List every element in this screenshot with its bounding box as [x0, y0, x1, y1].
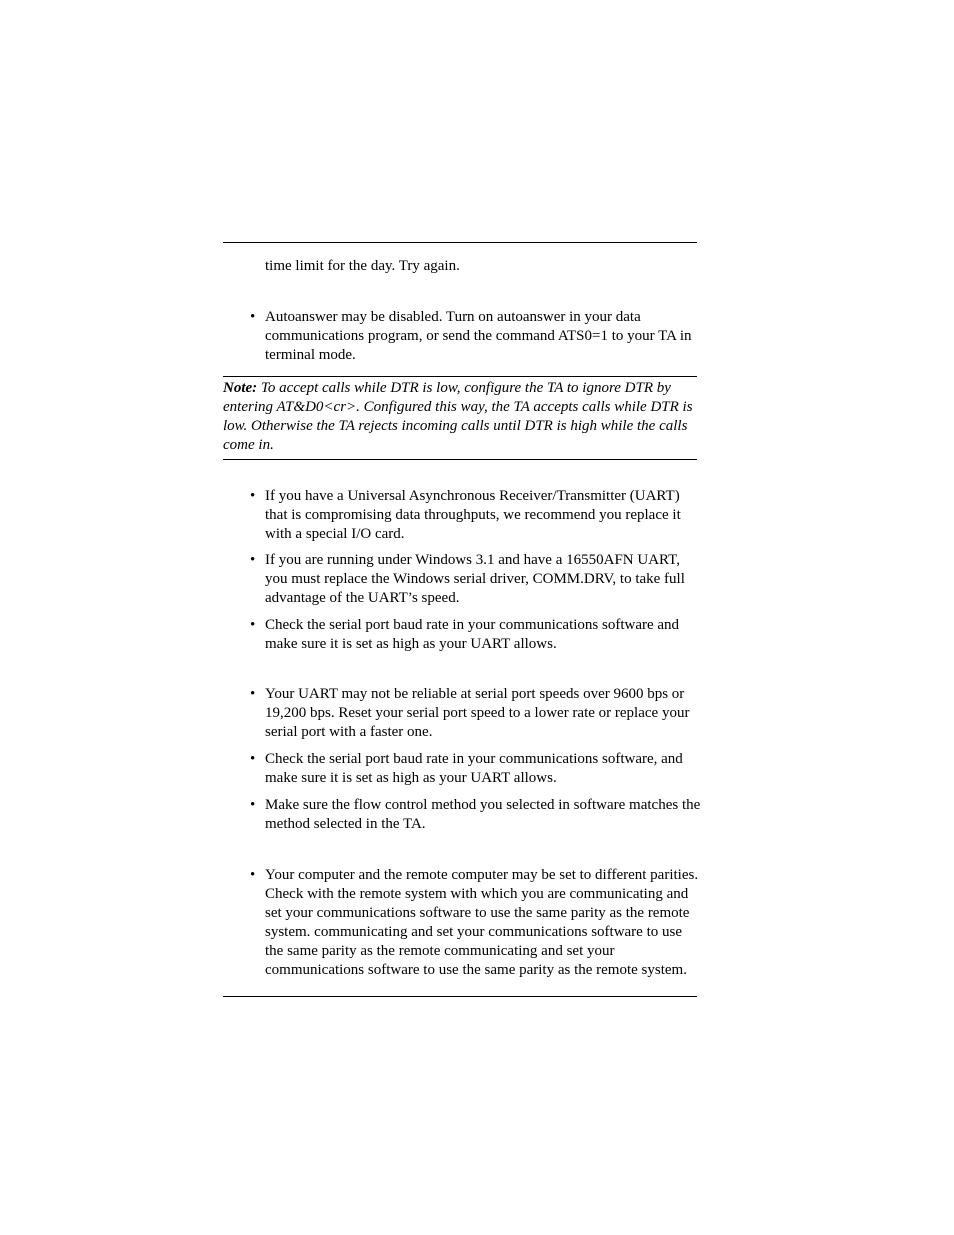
note-label: Note: [223, 380, 258, 396]
list-item: Check the serial port baud rate in your communications software and make sure it is set as high as your UART allows. [265, 617, 680, 652]
top-rule [223, 242, 697, 243]
bullet-marker: • [250, 552, 256, 568]
note-top-rule [223, 376, 697, 377]
list-item: If you have a Universal Asynchronous Receiver/Transmitter (UART) that is compromising data throughputs, we recommend you replace it with a special I/O card. [265, 488, 681, 542]
list-item: Your computer and the remote computer may be set to different parities. Check with the remote system with which you are communicating and set your communications software to use the same parity as the remote system. communicating and set your communications software to use the same parity as the remote communicating and set your communications software to use the same parity as the remote system. [265, 867, 699, 978]
bullet-marker: • [250, 488, 256, 504]
list-item: Autoanswer may be disabled. Turn on autoanswer in your data communications program, or send the command ATS0=1 to your TA in terminal mode. [265, 309, 692, 363]
bullet-marker: • [250, 686, 256, 702]
bullet-marker: • [250, 309, 256, 325]
bullet-marker: • [250, 867, 256, 883]
note-text: To accept calls while DTR is low, configure the TA to ignore DTR by entering AT&D0<cr>. Configured this way, the TA accepts calls while DTR is low. Otherwise the TA rejects incoming calls until DTR is high while the calls come in. [223, 380, 693, 453]
list-item: Your UART may not be reliable at serial port speeds over 9600 bps or 19,200 bps. Reset your serial port speed to a lower rate or replace your serial port with a faster one. [265, 686, 690, 740]
list-item: Check the serial port baud rate in your communications software, and make sure it is set as high as your UART allows. [265, 751, 683, 786]
bottom-rule [223, 996, 697, 997]
note-box [223, 379, 701, 455]
list-item: Make sure the flow control method you selected in software matches the method selected in the TA. [265, 797, 701, 832]
bullet-marker: • [250, 797, 256, 813]
list-item: If you are running under Windows 3.1 and have a 16550AFN UART, you must replace the Windows serial driver, COMM.DRV, to take full advantage of the UART’s speed. [265, 552, 685, 606]
bullet-marker: • [250, 617, 256, 633]
note-bottom-rule [223, 459, 697, 460]
bullet-marker: • [250, 751, 256, 767]
continuation-text: time limit for the day. Try again. [265, 258, 460, 274]
